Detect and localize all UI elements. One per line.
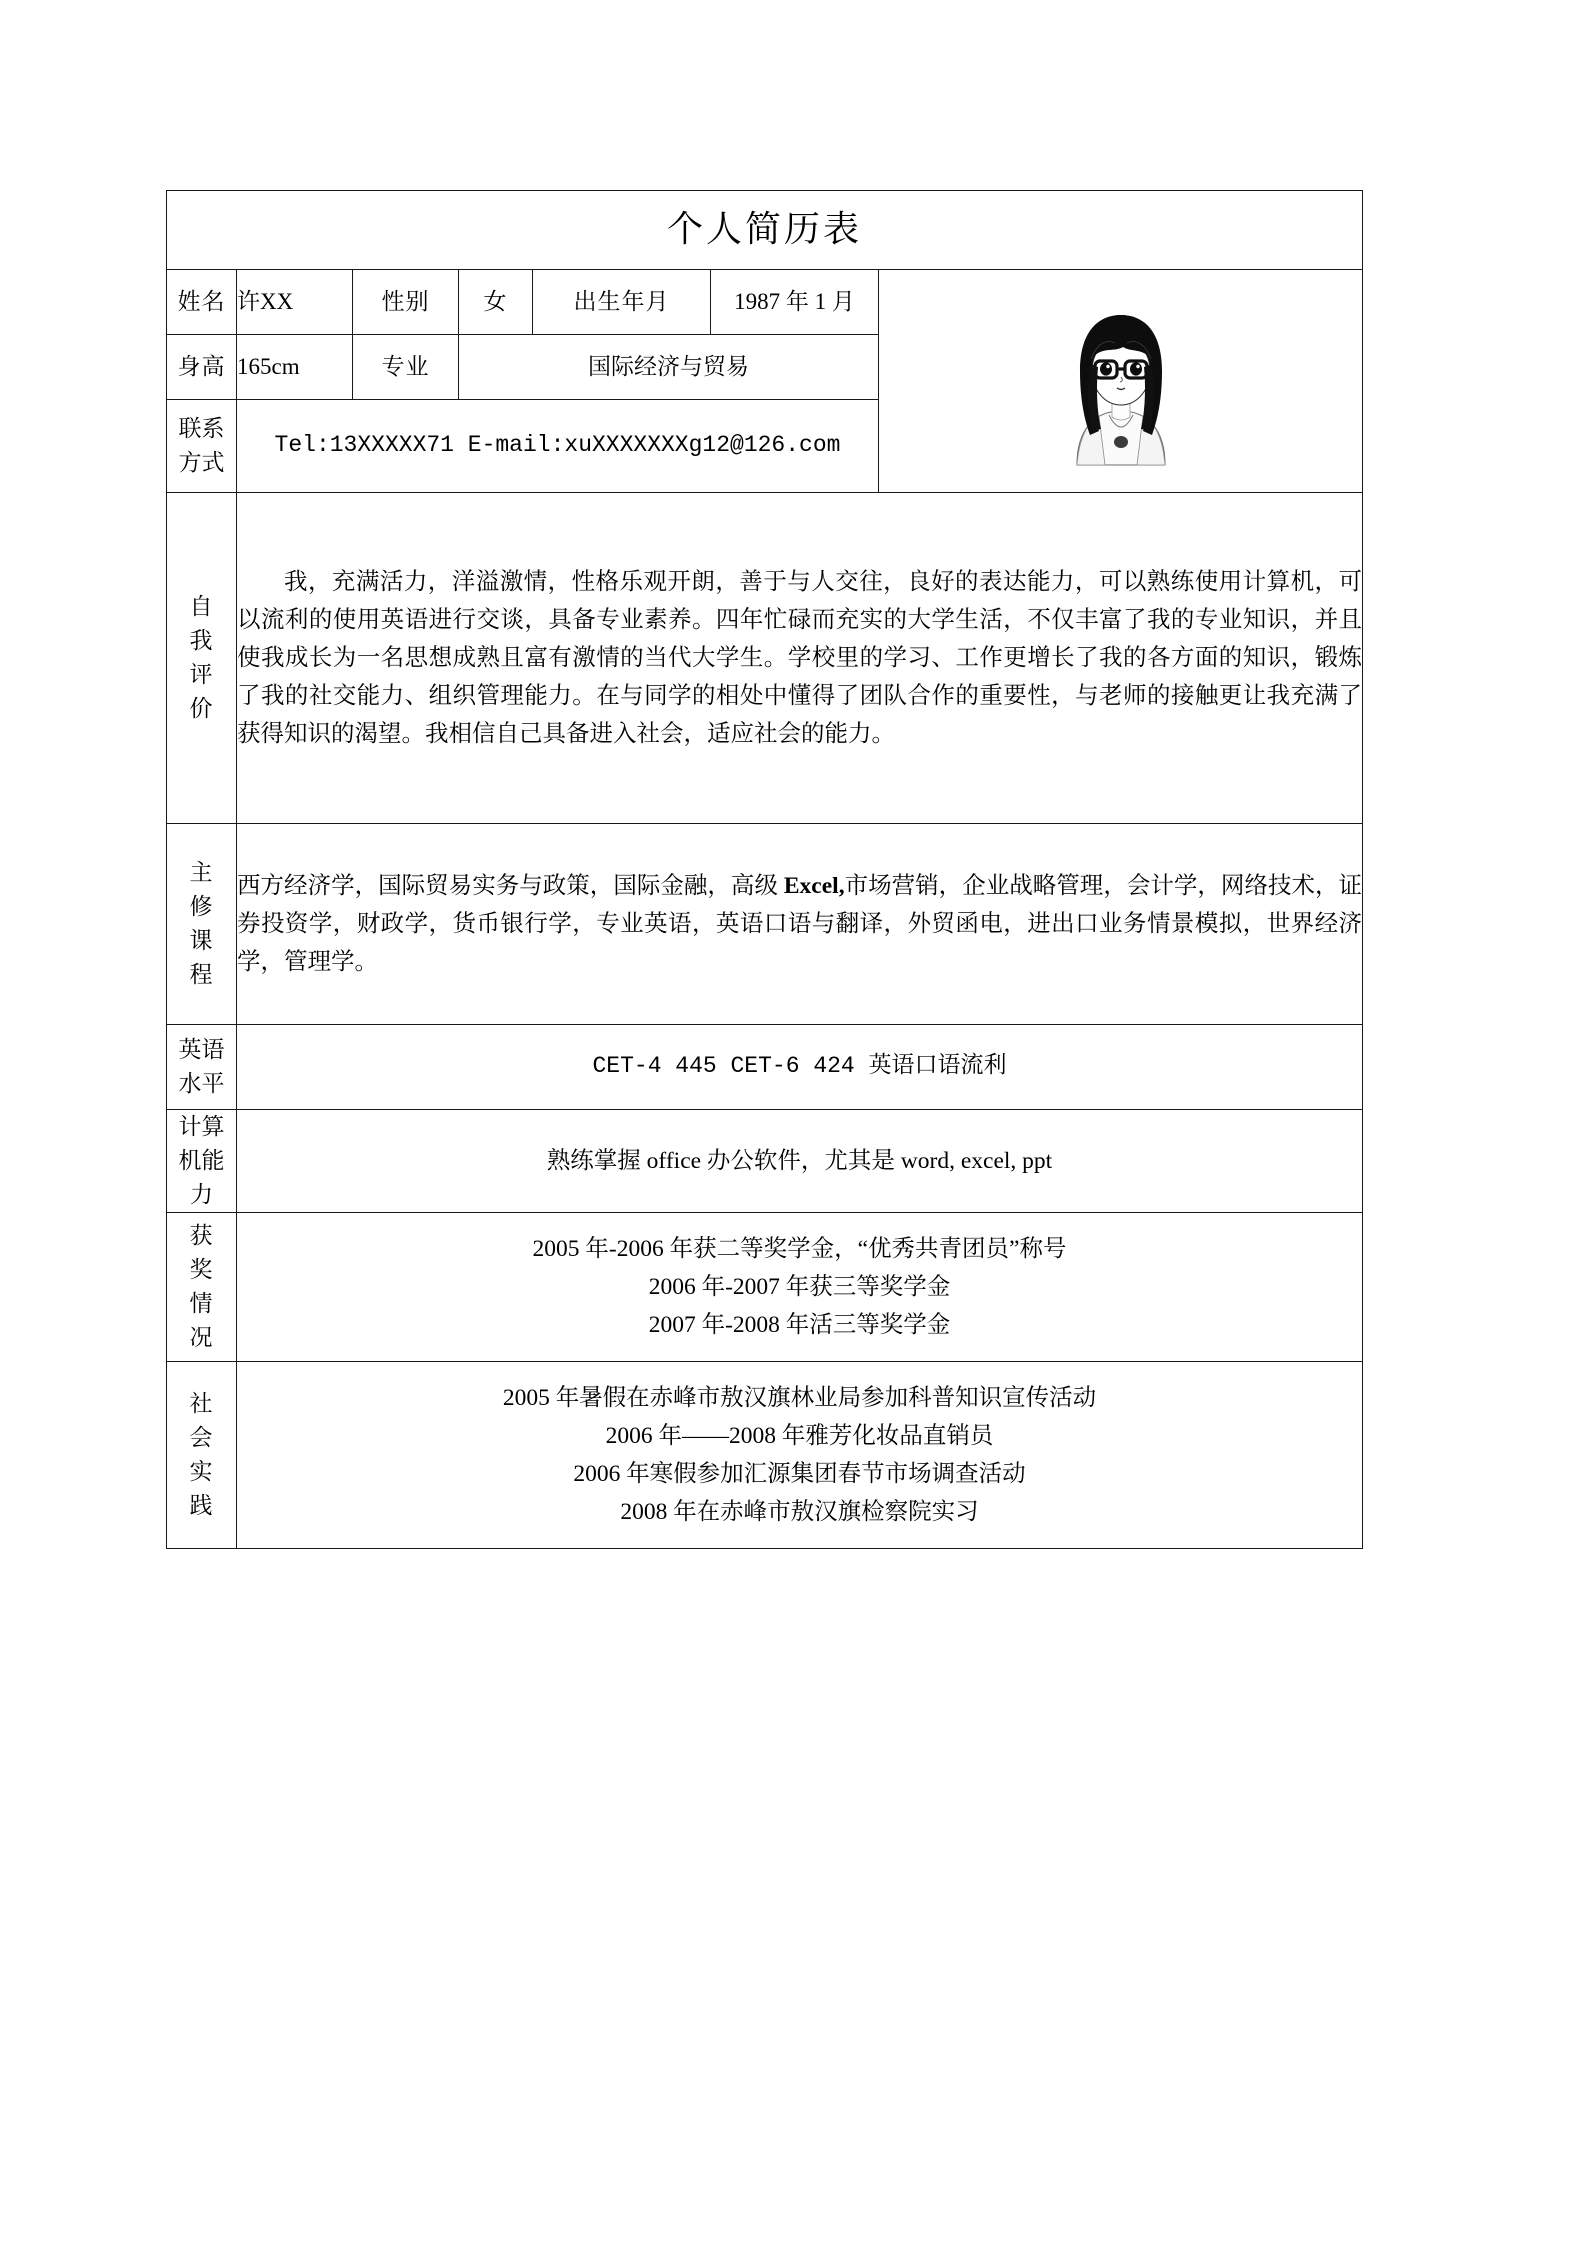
awards-label-char-1: 获 <box>189 1223 214 1249</box>
contact-label <box>167 400 237 493</box>
major-value[interactable]: 国际经济与贸易 <box>459 335 879 400</box>
social-practice-line: 2005 年暑假在赤峰市敖汉旗林业局参加科普知识宣传活动 <box>502 1384 1097 1411</box>
contact-label-line-2: 方式 <box>178 450 225 475</box>
english-level-text: CET-4 445 CET-6 424 英语口语流利 <box>592 1053 1007 1080</box>
resume-table <box>166 190 1363 1549</box>
awards-line: 2005 年-2006 年获二等奖学金，“优秀共青团员”称号 <box>532 1236 1067 1262</box>
social-practice-label-char-2: 会 <box>189 1425 214 1451</box>
name-value[interactable]: 许XX <box>237 270 353 335</box>
awards-label-char-4: 况 <box>189 1325 214 1351</box>
portrait-photo <box>1046 283 1196 479</box>
main-courses-label <box>167 824 237 1025</box>
main-courses-text-part2: 市场营销，企业战略管理，会计学，网络技术，证券投资学，财政学，货币银行学，专业英语，英语口语与翻译，外贸函电，进出口业务情景模拟，世界经济学，管理学。 <box>237 872 1363 976</box>
awards-content[interactable] <box>237 1213 1363 1362</box>
height-label: 身高 <box>167 335 237 400</box>
birth-date-value[interactable]: 1987 年 1 月 <box>711 270 879 335</box>
contact-value[interactable]: Tel:13XXXXX71 E-mail:xuXXXXXXXg12@126.com <box>237 400 879 493</box>
self-evaluation-row <box>167 493 1363 824</box>
awards-line: 2007 年-2008 年活三等奖学金 <box>648 1312 951 1339</box>
awards-label-char-3: 情 <box>189 1291 214 1317</box>
social-practice-label <box>167 1362 237 1549</box>
english-level-label-line-1: 英语 <box>178 1036 225 1062</box>
contact-label-line-1: 联系 <box>178 415 225 441</box>
main-courses-text-part1: 西方经济学，国际贸易实务与政策，国际金融，高级 <box>237 872 784 899</box>
title-cell <box>167 191 1363 270</box>
major-label: 专业 <box>353 335 459 400</box>
computer-skill-label-line-2: 机能 <box>178 1148 225 1174</box>
birth-date-label: 出生年月 <box>533 270 711 335</box>
social-practice-line: 2006 年寒假参加汇源集团春节市场调查活动 <box>573 1461 1026 1488</box>
main-courses-text-bold: Excel, <box>783 872 845 899</box>
self-evaluation-text: 我，充满活力，洋溢激情，性格乐观开朗，善于与人交往，良好的表达能力，可以熟练使用计算机，可以流利的使用英语进行交谈，具备专业素养。四年忙碌而充实的大学生活，不仅丰富了我的专业知识，并且使我成长为一名思想成熟且富有激情的当代大学生。学校里的学习、工作更增长了我的各方面的知识，锻炼了我的社交能力、组织管理能力。在与同学的相处中懂得了团队合作的重要性，与老师的接触更让我充满了获得知识的渴望。我相信自己具备进入社会，适应社会的能力。 <box>237 568 1363 748</box>
page-title: 个人简历表 <box>667 209 863 250</box>
title-row <box>167 191 1363 270</box>
english-level-row <box>167 1025 1363 1110</box>
name-label: 姓名 <box>167 270 237 335</box>
english-level-label <box>167 1025 237 1110</box>
main-courses-text <box>237 867 1362 981</box>
photo-cell <box>879 270 1363 493</box>
computer-skill-label-line-1: 计算 <box>178 1114 225 1139</box>
awards-line: 2006 年-2007 年获三等奖学金 <box>648 1274 951 1301</box>
social-practice-row <box>167 1362 1363 1549</box>
gender-value[interactable]: 女 <box>459 270 533 335</box>
awards-row <box>167 1213 1363 1362</box>
computer-skill-text: 熟练掌握 office 办公软件，尤其是 word, excel, ppt <box>546 1148 1053 1175</box>
social-practice-label-char-4: 践 <box>189 1493 214 1519</box>
awards-label <box>167 1213 237 1362</box>
social-practice-content[interactable] <box>237 1362 1363 1549</box>
main-courses-content[interactable] <box>237 824 1363 1025</box>
computer-skill-row <box>167 1110 1363 1213</box>
awards-label-char-2: 奖 <box>189 1257 214 1283</box>
social-practice-line: 2006 年——2008 年雅芳化妆品直销员 <box>605 1423 994 1450</box>
self-evaluation-label-char-4: 价 <box>189 696 214 722</box>
gender-label: 性别 <box>353 270 459 335</box>
self-evaluation-label-char-3: 评 <box>189 662 214 687</box>
computer-skill-content[interactable] <box>237 1110 1363 1213</box>
english-level-content[interactable] <box>237 1025 1363 1110</box>
self-evaluation-label <box>167 493 237 824</box>
computer-skill-label <box>167 1110 237 1213</box>
main-courses-label-char-2: 修 <box>189 893 214 919</box>
main-courses-label-char-3: 课 <box>189 928 214 953</box>
resume-table-container <box>166 190 1362 1549</box>
main-courses-label-char-1: 主 <box>189 859 214 885</box>
main-courses-row <box>167 824 1363 1025</box>
english-level-label-line-2: 水平 <box>178 1071 225 1096</box>
self-evaluation-label-char-1: 自 <box>189 593 214 619</box>
main-courses-label-char-4: 程 <box>189 962 214 988</box>
self-evaluation-label-char-2: 我 <box>189 627 214 653</box>
self-evaluation-content[interactable] <box>237 493 1363 824</box>
height-value[interactable]: 165cm <box>237 335 353 400</box>
social-practice-label-char-1: 社 <box>189 1391 214 1417</box>
social-practice-label-char-3: 实 <box>189 1459 214 1485</box>
computer-skill-label-line-3: 力 <box>190 1182 213 1208</box>
personal-info-row-1 <box>167 270 1363 335</box>
social-practice-line: 2008 年在赤峰市敖汉旗检察院实习 <box>620 1499 979 1526</box>
